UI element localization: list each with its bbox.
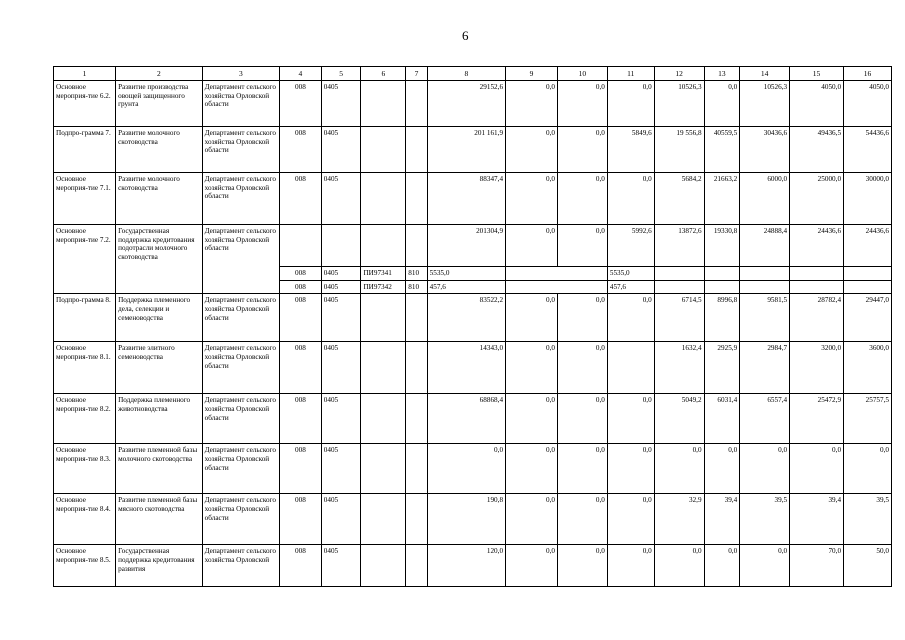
cell-col-5: 0405	[321, 444, 361, 494]
table-cell	[844, 267, 892, 281]
cell-col-7	[406, 394, 427, 444]
cell-col-3: Департамент сельского хозяйства Орловской	[202, 545, 279, 587]
cell-col-13: 0,0	[704, 81, 740, 127]
cell-col-10: 0,0	[557, 294, 607, 342]
cell-col-14: 39,5	[740, 494, 790, 545]
table-cell: 0,0	[557, 225, 607, 267]
cell-col-16: 50,0	[844, 545, 892, 587]
cell-col-6	[361, 294, 406, 342]
cell-col-7	[406, 173, 427, 225]
cell-col-11: 0,0	[607, 394, 654, 444]
header-col-3: 3	[202, 67, 279, 81]
header-col-1: 1	[54, 67, 116, 81]
table-row	[54, 444, 892, 494]
cell-col-14: 0,0	[740, 545, 790, 587]
cell-col-6	[361, 545, 406, 587]
header-row	[54, 67, 892, 81]
cell-col-3: Департамент сельского хозяйства Орловской области	[202, 342, 279, 394]
header-col-8: 8	[427, 67, 505, 81]
cell-col-13: 8996,8	[704, 294, 740, 342]
cell-col-15: 49436,5	[790, 127, 844, 173]
cell-col-13: 2925,9	[704, 342, 740, 394]
cell-col-8: 29152,6	[427, 81, 505, 127]
table-cell	[704, 267, 740, 281]
table-cell	[740, 267, 790, 281]
header-col-11: 11	[607, 67, 654, 81]
cell-col-10: 0,0	[557, 394, 607, 444]
table-cell: Основное мероприя-тие 7.2.	[54, 225, 116, 294]
table-cell	[654, 280, 704, 294]
cell-col-8: 83522,2	[427, 294, 505, 342]
cell-col-7	[406, 545, 427, 587]
cell-col-6	[361, 81, 406, 127]
table-cell: 810	[406, 267, 427, 281]
cell-col-9: 0,0	[506, 81, 558, 127]
table-cell: 5535,0	[607, 267, 654, 281]
cell-col-2: Развитие молочного скотоводства	[116, 127, 203, 173]
cell-col-11: 0,0	[607, 81, 654, 127]
cell-col-10: 0,0	[557, 545, 607, 587]
cell-col-3: Департамент сельского хозяйства Орловской области	[202, 394, 279, 444]
table-cell: 810	[406, 280, 427, 294]
cell-col-13: 6031,4	[704, 394, 740, 444]
table-cell	[844, 280, 892, 294]
cell-col-7	[406, 81, 427, 127]
cell-col-10: 0,0	[557, 342, 607, 394]
header-col-16: 16	[844, 67, 892, 81]
cell-col-9: 0,0	[506, 173, 558, 225]
header-col-14: 14	[740, 67, 790, 81]
cell-col-6	[361, 173, 406, 225]
cell-col-15: 3200,0	[790, 342, 844, 394]
cell-col-11: 5849,6	[607, 127, 654, 173]
cell-col-16: 0,0	[844, 444, 892, 494]
cell-col-12: 0,0	[654, 444, 704, 494]
cell-col-14: 2984,7	[740, 342, 790, 394]
cell-col-12: 0,0	[654, 545, 704, 587]
cell-col-10: 0,0	[557, 81, 607, 127]
cell-col-1: Основное мероприя-тие 7.1.	[54, 173, 116, 225]
cell-col-14: 6557,4	[740, 394, 790, 444]
cell-col-5: 0405	[321, 127, 361, 173]
cell-col-4: 008	[280, 494, 322, 545]
cell-col-11: 0,0	[607, 545, 654, 587]
cell-col-14: 0,0	[740, 444, 790, 494]
table-cell: Государственная поддержка кредитования подотрасли молочного скотоводства	[116, 225, 203, 294]
cell-col-5: 0405	[321, 294, 361, 342]
header-col-13: 13	[704, 67, 740, 81]
cell-col-9: 0,0	[506, 394, 558, 444]
cell-col-12: 6714,5	[654, 294, 704, 342]
cell-col-1: Подпро-грамма 7.	[54, 127, 116, 173]
table-cell: 13872,6	[654, 225, 704, 267]
table-cell: 457,6	[427, 280, 505, 294]
cell-col-14: 10526,3	[740, 81, 790, 127]
table-cell: 008	[280, 267, 322, 281]
cell-col-3: Департамент сельского хозяйства Орловской области	[202, 444, 279, 494]
table-row	[54, 342, 892, 394]
cell-col-8: 14343,0	[427, 342, 505, 394]
table-cell	[406, 225, 427, 267]
cell-col-5: 0405	[321, 173, 361, 225]
table-row	[54, 127, 892, 173]
table-cell	[790, 267, 844, 281]
table-cell	[790, 280, 844, 294]
table-cell: 24888,4	[740, 225, 790, 267]
cell-col-7	[406, 294, 427, 342]
header-col-15: 15	[790, 67, 844, 81]
cell-col-5: 0405	[321, 81, 361, 127]
table-cell: 5535,0	[427, 267, 505, 281]
table-row	[54, 494, 892, 545]
header-col-2: 2	[116, 67, 203, 81]
cell-col-9: 0,0	[506, 294, 558, 342]
header-col-7: 7	[406, 67, 427, 81]
page-number: 6	[462, 28, 469, 43]
cell-col-15: 25472,9	[790, 394, 844, 444]
cell-col-15: 4050,0	[790, 81, 844, 127]
header-col-10: 10	[557, 67, 607, 81]
cell-col-4: 008	[280, 173, 322, 225]
cell-col-15: 70,0	[790, 545, 844, 587]
table-cell: 19330,8	[704, 225, 740, 267]
table-cell	[506, 267, 608, 281]
cell-col-8: 68868,4	[427, 394, 505, 444]
table-cell	[361, 225, 406, 267]
table-cell: 5992,6	[607, 225, 654, 267]
cell-col-5: 0405	[321, 342, 361, 394]
table-cell: 0,0	[506, 225, 558, 267]
cell-col-2: Поддержка племенного животноводства	[116, 394, 203, 444]
cell-col-2: Государственная поддержка кредитования развития	[116, 545, 203, 587]
header-col-4: 4	[280, 67, 322, 81]
table-row	[54, 173, 892, 225]
cell-col-1: Подпро-грамма 8.	[54, 294, 116, 342]
cell-col-7	[406, 494, 427, 545]
table-cell: ПИ97341	[361, 267, 406, 281]
program-table	[53, 66, 892, 587]
cell-col-6	[361, 444, 406, 494]
cell-col-16: 39,5	[844, 494, 892, 545]
cell-col-10: 0,0	[557, 173, 607, 225]
cell-col-2: Развитие племенной базы молочного скотоводства	[116, 444, 203, 494]
cell-col-9: 0,0	[506, 494, 558, 545]
cell-col-13: 21663,2	[704, 173, 740, 225]
cell-col-12: 19 556,8	[654, 127, 704, 173]
cell-col-1: Основное мероприя-тие 8.2.	[54, 394, 116, 444]
cell-col-8: 201 161,9	[427, 127, 505, 173]
header-col-6: 6	[361, 67, 406, 81]
cell-col-11: 0,0	[607, 173, 654, 225]
table-cell: 24436,6	[844, 225, 892, 267]
table-row	[54, 225, 892, 267]
cell-col-2: Поддержка племенного дела, селекции и семеноводства	[116, 294, 203, 342]
table-cell	[321, 225, 361, 267]
table-cell	[506, 280, 608, 294]
cell-col-5: 0405	[321, 394, 361, 444]
header-col-12: 12	[654, 67, 704, 81]
cell-col-16: 4050,0	[844, 81, 892, 127]
table-cell: ПИ97342	[361, 280, 406, 294]
cell-col-11: 0,0	[607, 294, 654, 342]
cell-col-3: Департамент сельского хозяйства Орловской области	[202, 494, 279, 545]
cell-col-16: 29447,0	[844, 294, 892, 342]
cell-col-5: 0405	[321, 545, 361, 587]
cell-col-9: 0,0	[506, 127, 558, 173]
cell-col-6	[361, 127, 406, 173]
cell-col-2: Развитие элитного семеноводства	[116, 342, 203, 394]
cell-col-12: 5684,2	[654, 173, 704, 225]
table-cell: 457,6	[607, 280, 654, 294]
cell-col-11	[607, 342, 654, 394]
cell-col-2: Развитие производства овощей защищенного грунта	[116, 81, 203, 127]
table-row	[54, 81, 892, 127]
cell-col-15: 28782,4	[790, 294, 844, 342]
cell-col-11: 0,0	[607, 494, 654, 545]
table-cell: 0405	[321, 280, 361, 294]
cell-col-4: 008	[280, 342, 322, 394]
cell-col-6	[361, 394, 406, 444]
cell-col-14: 6000,0	[740, 173, 790, 225]
cell-col-1: Основное мероприя-тие 6.2.	[54, 81, 116, 127]
table-row	[54, 394, 892, 444]
cell-col-9: 0,0	[506, 545, 558, 587]
table-cell: Департамент сельского хозяйства Орловской области	[202, 225, 279, 294]
cell-col-3: Департамент сельского хозяйства Орловской области	[202, 127, 279, 173]
cell-col-4: 008	[280, 545, 322, 587]
cell-col-2: Развитие молочного скотоводства	[116, 173, 203, 225]
table-row	[54, 545, 892, 587]
cell-col-8: 190,8	[427, 494, 505, 545]
cell-col-16: 25757,5	[844, 394, 892, 444]
cell-col-14: 30436,6	[740, 127, 790, 173]
cell-col-9: 0,0	[506, 444, 558, 494]
table-cell	[654, 267, 704, 281]
cell-col-16: 3600,0	[844, 342, 892, 394]
cell-col-12: 5049,2	[654, 394, 704, 444]
cell-col-4: 008	[280, 81, 322, 127]
cell-col-8: 120,0	[427, 545, 505, 587]
cell-col-12: 1632,4	[654, 342, 704, 394]
cell-col-10: 0,0	[557, 494, 607, 545]
header-col-9: 9	[506, 67, 558, 81]
table-cell: 24436,6	[790, 225, 844, 267]
table-row	[54, 294, 892, 342]
cell-col-4: 008	[280, 394, 322, 444]
cell-col-15: 25000,0	[790, 173, 844, 225]
table-cell	[740, 280, 790, 294]
cell-col-4: 008	[280, 294, 322, 342]
cell-col-6	[361, 494, 406, 545]
cell-col-7	[406, 127, 427, 173]
cell-col-4: 008	[280, 127, 322, 173]
table-cell: 201304,9	[427, 225, 505, 267]
cell-col-3: Департамент сельского хозяйства Орловской области	[202, 81, 279, 127]
cell-col-7	[406, 444, 427, 494]
cell-col-12: 32,9	[654, 494, 704, 545]
cell-col-3: Департамент сельского хозяйства Орловской области	[202, 173, 279, 225]
cell-col-1: Основное мероприя-тие 8.5.	[54, 545, 116, 587]
cell-col-10: 0,0	[557, 127, 607, 173]
cell-col-8: 88347,4	[427, 173, 505, 225]
cell-col-13: 39,4	[704, 494, 740, 545]
cell-col-2: Развитие племенной базы мясного скотоводства	[116, 494, 203, 545]
cell-col-11: 0,0	[607, 444, 654, 494]
table-cell	[704, 280, 740, 294]
cell-col-16: 30000,0	[844, 173, 892, 225]
table-cell	[280, 225, 322, 267]
cell-col-7	[406, 342, 427, 394]
cell-col-1: Основное мероприя-тие 8.1.	[54, 342, 116, 394]
cell-col-4: 008	[280, 444, 322, 494]
cell-col-8: 0,0	[427, 444, 505, 494]
cell-col-6	[361, 342, 406, 394]
cell-col-5: 0405	[321, 494, 361, 545]
cell-col-15: 0,0	[790, 444, 844, 494]
header-col-5: 5	[321, 67, 361, 81]
cell-col-16: 54436,6	[844, 127, 892, 173]
cell-col-1: Основное мероприя-тие 8.3.	[54, 444, 116, 494]
cell-col-13: 40559,5	[704, 127, 740, 173]
cell-col-1: Основное мероприя-тие 8.4.	[54, 494, 116, 545]
cell-col-3: Департамент сельского хозяйства Орловской области	[202, 294, 279, 342]
cell-col-13: 0,0	[704, 545, 740, 587]
cell-col-9: 0,0	[506, 342, 558, 394]
table-cell: 0405	[321, 267, 361, 281]
cell-col-10: 0,0	[557, 444, 607, 494]
cell-col-13: 0,0	[704, 444, 740, 494]
cell-col-14: 9581,5	[740, 294, 790, 342]
cell-col-15: 39,4	[790, 494, 844, 545]
cell-col-12: 10526,3	[654, 81, 704, 127]
table-cell: 008	[280, 280, 322, 294]
